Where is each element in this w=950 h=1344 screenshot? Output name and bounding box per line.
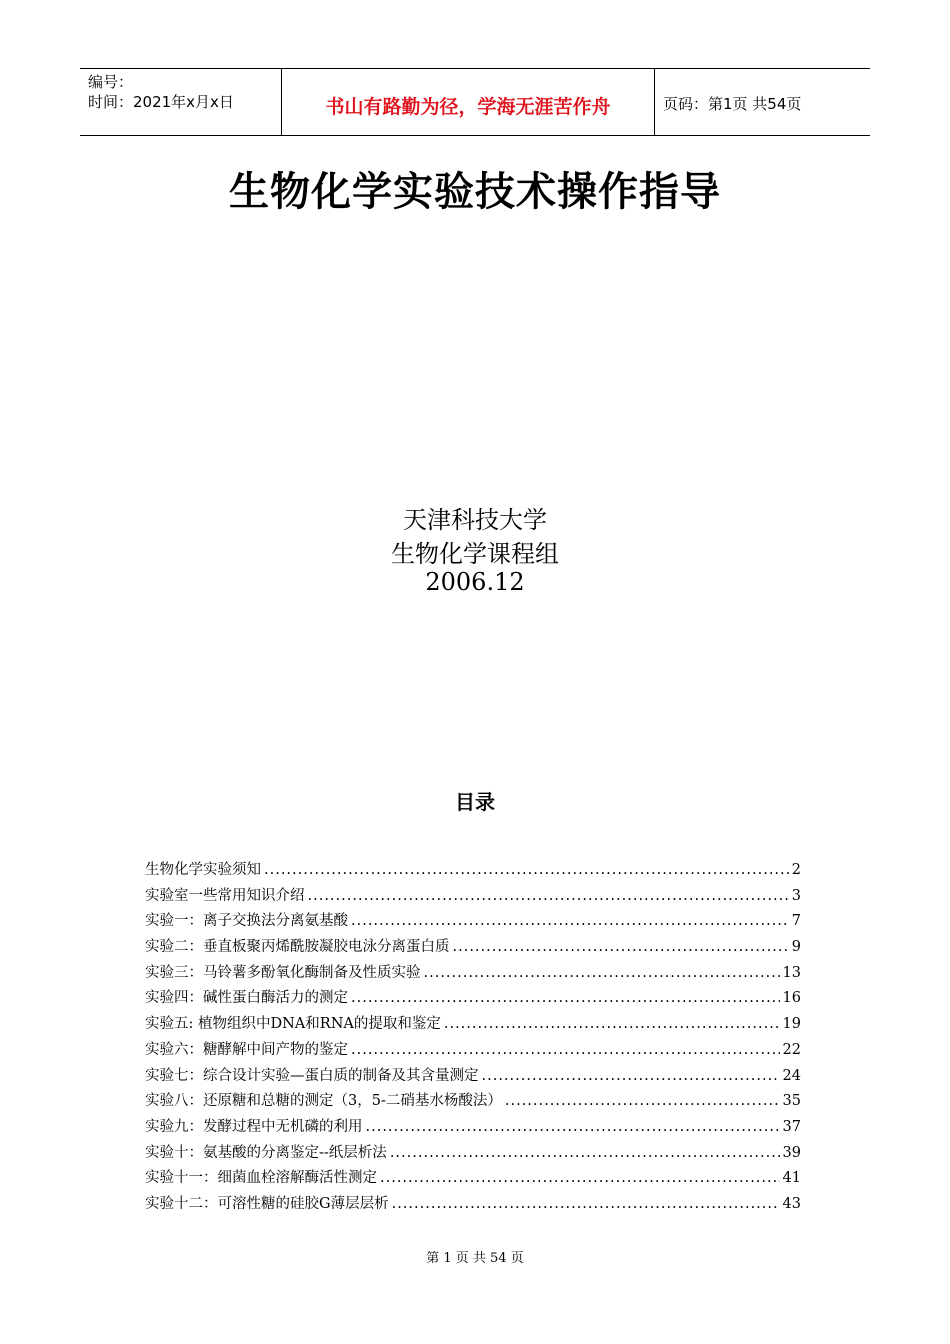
header-number-label: 编号： [88, 73, 134, 91]
toc-item[interactable]: 实验九：发酵过程中无机磷的利用 ..... 37 [145, 1115, 801, 1141]
org-date: 2006.12 [425, 568, 525, 596]
header-time-label: 时间：2021年x月x日 [88, 93, 234, 111]
toc-item[interactable]: 实验二：垂直板聚丙烯酰胺凝胶电泳分离蛋白质 ..... 9 [145, 935, 801, 961]
header-page-info: 页码：第1页 共54页 [663, 95, 802, 113]
org-group: 生物化学课程组 [391, 540, 559, 568]
document-title: 生物化学实验技术操作指导 [229, 169, 721, 215]
page-footer: 第 1 页 共 54 页 [426, 1251, 524, 1266]
toc-item[interactable]: 实验十一：细菌血栓溶解酶活性测定 ..... 41 [145, 1166, 801, 1192]
toc-item[interactable]: 实验六：糖酵解中间产物的鉴定 ..... 22 [145, 1038, 801, 1064]
toc-item[interactable]: 生物化学实验须知 ..... 2 [145, 858, 801, 884]
toc-item[interactable]: 实验五: 植物组织中DNA和RNA的提取和鉴定 ..... 19 [145, 1012, 801, 1038]
toc-item[interactable]: 实验三：马铃薯多酚氧化酶制备及性质实验 ..... 13 [145, 961, 801, 987]
toc-item[interactable]: 实验十二：可溶性糖的硅胶G薄层层析 ..... 43 [145, 1192, 801, 1218]
toc-item[interactable]: 实验八：还原糖和总糖的测定（3，5-二硝基水杨酸法） ..... 35 [145, 1089, 801, 1115]
toc-item[interactable]: 实验七：综合设计实验—蛋白质的制备及其含量测定 ..... 24 [145, 1064, 801, 1090]
table-of-contents [145, 858, 801, 1218]
header-divider-left [281, 68, 282, 136]
toc-item[interactable]: 实验室一些常用知识介绍 ..... 3 [145, 884, 801, 910]
toc-item[interactable]: 实验十：氨基酸的分离鉴定--纸层析法 ..... 39 [145, 1141, 801, 1167]
toc-item[interactable]: 实验四：碱性蛋白酶活力的测定 ..... 16 [145, 986, 801, 1012]
toc-item[interactable]: 实验一：离子交换法分离氨基酸 ..... 7 [145, 909, 801, 935]
header-bottom-border [80, 135, 870, 136]
header-divider-right [654, 68, 655, 136]
header-top-border [80, 68, 870, 69]
header-meta [88, 72, 234, 112]
toc-title: 目录 [455, 790, 495, 814]
header-motto: 书山有路勤为径，学海无涯苦作舟 [325, 96, 611, 118]
org-university: 天津科技大学 [403, 506, 547, 534]
